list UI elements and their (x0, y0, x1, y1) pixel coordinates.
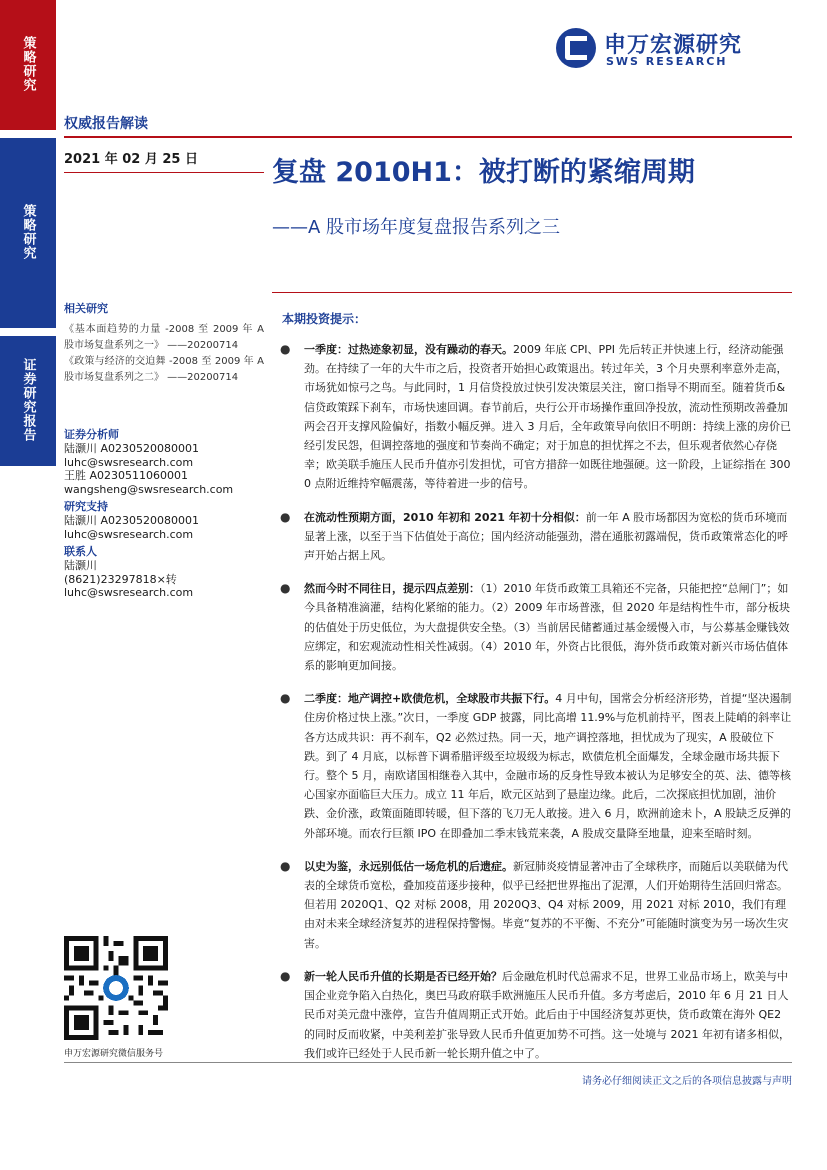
sidebar-tag-label: 策略研究 (20, 36, 36, 92)
date-divider (64, 172, 264, 173)
report-title: 复盘 2010H1：被打断的紧缩周期 (272, 157, 695, 188)
bullet-icon: ● (280, 509, 291, 524)
hint-item (280, 689, 792, 843)
investment-hints-heading: 本期投资提示： (282, 312, 367, 326)
analysts-heading: 证券分析师 (64, 428, 119, 441)
analyst-email[interactable]: wangsheng@swsresearch.com (64, 482, 234, 496)
logo-cn-text: 申万宏源研究 (604, 33, 743, 58)
support-heading: 研究支持 (64, 500, 108, 513)
hint-item (280, 857, 792, 953)
logo-mark-icon (556, 28, 596, 68)
bullet-icon: ● (280, 968, 291, 983)
hint-body: 后金融危机时代总需求不足，世界工业品市场上，欧美与中国企业竞争陷入白热化，奥巴马政府联手欧洲施压人民币升值。多方考虑后，2010 年 6 月 21 日人民币对美元盘中涨停，宣告升值周期正式开始。此后由于中国经济复苏更快，货币政策在海外 QE2 的同时反而收紧，中美利差扩张导致人民币升值更加势不可挡。这一处境与 2021 年初有诸多相似，我们或许已经处于人民币新一轮长期升值之中了。 (304, 969, 790, 1060)
contact-phone: (8621)23297818×转 (64, 572, 177, 586)
bullet-icon: ● (280, 691, 291, 706)
bullet-icon: ● (280, 342, 291, 356)
hint-item (280, 967, 792, 1063)
investment-hints-list (280, 340, 792, 1077)
hint-body: 2009 年底 CPI、PPI 先后转正并快速上行，经济动能强劲。在持续了一年的大牛市之后，投资者开始担心政策退出。转过年关，3 个月央票利率意外走高，市场犹如惊弓之鸟。与此同时，1 月信贷投放过快引发决策层关注，窗口指导不期而至。随着货币&信贷政策踩下刹车，市场快速回调。春节前后，央行公开市场操作重回净投放，流动性预期改善叠加两会召开支撑风险偏好，指数小幅反弹。进入 3 月后，全年政策导向依旧不明朗：持续上涨的房价已经引发民怨，但调控落地的强度和节奏尚不确定；对于加息的担忧挥之不去，但乐观者依然心存侥幸；欧美联手施压人民币升值亦引发担忧，可官方措辞一如既往地强硬。这一阶段，上证综指在 3000 点附近维持窄幅震荡，等待着进一步的信号。 (304, 343, 791, 491)
sidebar-tag-strategy-top (0, 0, 56, 130)
hint-lead: 以史为鉴，永远别低估一场危机的后遗症。 (304, 859, 513, 873)
related-research-item[interactable]: 《政策与经济的交迫舞 -2008 至 2009 年 A 股市场复盘系列之二》 ——20200714 (64, 356, 264, 383)
hint-item (280, 508, 792, 566)
hint-body: 前一年 A 股市场都因为宽松的货币环境而显著上涨，以至于当下估值处于高位；国内经济动能强劲，潜在通胀初露端倪，货币政策常态化的呼声开始占据上风。 (304, 510, 788, 563)
bullet-icon: ● (280, 581, 291, 596)
report-date: 2021 年 02 月 25 日 (64, 152, 198, 167)
contact-line: 陆灏川 (64, 559, 97, 572)
report-subtitle: ——A 股市场年度复盘报告系列之三 (272, 217, 561, 238)
contact-email[interactable]: luhc@swsresearch.com (64, 586, 194, 599)
title-divider (272, 292, 792, 293)
sidebar-tag-strategy (0, 138, 56, 328)
bullet-icon: ● (280, 858, 291, 873)
analyst-line: 陆灏川 A0230520080001 (64, 442, 200, 455)
contact-heading: 联系人 (64, 545, 97, 558)
support-email[interactable]: luhc@swsresearch.com (64, 527, 194, 541)
related-research-heading: 相关研究 (64, 302, 108, 315)
analyst-email[interactable]: luhc@swsresearch.com (64, 455, 194, 469)
sidebar-tag-report-type (0, 336, 56, 466)
sidebar (0, 0, 56, 1170)
sidebar-tag-label: 证券研究报告 (20, 358, 36, 442)
hint-item (280, 340, 792, 494)
header-divider (64, 136, 792, 138)
left-column (64, 300, 264, 600)
qr-caption: 申万宏源研究微信服务号 (64, 1049, 164, 1059)
logo-en-text: SWS RESEARCH (606, 55, 728, 68)
hint-body: 新冠肺炎疫情显著冲击了全球秩序，而随后以美联储为代表的全球货币宽松，叠加疫苗逐步接种，似乎已经把世界拖出了泥潭，人们开始期待生活回归常态。但若用 2020Q1、Q2 对标 2008，用 2020Q3、Q4 对标 2009，用 2021 对标 2010，我们有理由对未来全球经济复苏的进程保持警惕。毕竟“复苏的不平衡、不充分”可能随时演变为另一场次生灾害。 (304, 859, 789, 950)
hint-body: 4 月中旬，国常会分析经济形势，首提“坚决遏制住房价格过快上涨。”次日，一季度 GDP 披露，同比高增 11.9%与危机前持平，图表上陡峭的斜率让各方达成共识：再不刹车，Q2 必然过热。同一天，地产调控落地，担忧成为了现实，A 股破位下跌。到了 4 月底，以标普下调希腊评级至垃圾级为标志，欧债危机全面爆发，全球金融市场共振下行。整个 5 月，南欧诸国相继卷入其中，金融市场的反身性导致本被认为足够安全的英、法、德等核心国家亦面临巨大压力。成立 11 年后，欧元区站到了悬崖边缘。此后，二次探底担忧加剧，油价跌、金价涨，政策面随即转暖，但下落的飞刀无人敢接。进入 6 月，欧洲前途未卜，A 股缺乏反弹的外部环境。而农行巨额 IPO 在即叠加二季末钱荒来袭，A 股成交量降至地量，迎来至暗时刻。 (304, 692, 792, 840)
hint-lead: 然而今时不同往日，提示四点差别： (304, 582, 480, 596)
hint-lead: 二季度：地产调控+欧债危机，全球股市共振下行。 (304, 692, 556, 706)
disclaimer-link[interactable]: 请务必仔细阅读正文之后的各项信息披露与声明 (582, 1076, 792, 1087)
hint-lead: 在流动性预期方面，2010 年初和 2021 年初十分相似： (304, 510, 586, 524)
report-category: 权威报告解读 (64, 116, 148, 132)
related-research-item[interactable]: 《基本面趋势的力量 -2008 至 2009 年 A 股市场复盘系列之一》 ——20200714 (64, 324, 264, 351)
hint-body: （1）2010 年货币政策工具箱还不完备，只能把控“总闸门”；如今具备精准滴灌，结构化紧缩的能力。（2）2009 年市场普涨，但 2020 年是结构性牛市，部分板块的估值处于历史低位，为大盘提供安全垫。（3）当前居民储蓄通过基金缓慢入市，与公募基金赚钱效应绑定，和宏观流动性相关性减弱。（4）2010 年，外资占比很低，海外货币政策对新兴市场估值体系的影响更加间接。 (304, 582, 790, 673)
hint-lead: 一季度：过热迹象初显，没有躁动的春天。 (304, 343, 513, 356)
footer-divider (64, 1062, 792, 1063)
sidebar-tag-label: 策略研究 (20, 204, 36, 260)
analyst-line: 王胜 A0230511060001 (64, 469, 189, 482)
hint-item (280, 579, 792, 675)
company-logo (556, 28, 786, 72)
hint-lead: 新一轮人民币升值的长期是否已经开始？ (304, 969, 502, 983)
wechat-qr-code-icon (64, 936, 168, 1040)
support-line: 陆灏川 A0230520080001 (64, 514, 200, 527)
